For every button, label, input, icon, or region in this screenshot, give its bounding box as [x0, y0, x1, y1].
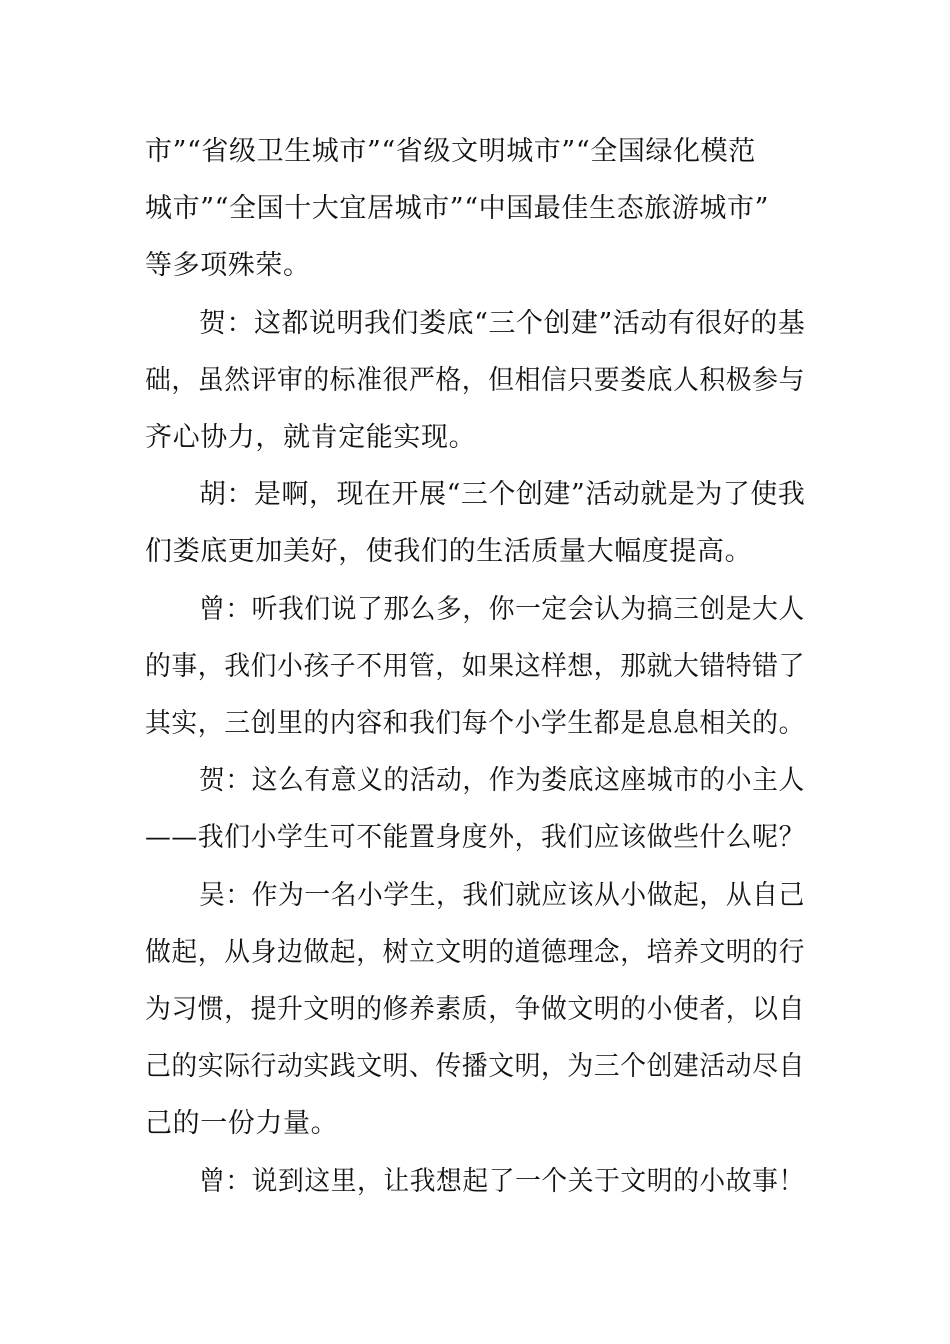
line-text: 其实，三创里的内容和我们每个小学生都是息息相关的。	[145, 708, 805, 739]
text-line	[0, 361, 950, 401]
text-line	[0, 189, 950, 229]
line-text: 做起，从身边做起，树立文明的道德理念，培养文明的行	[145, 937, 805, 968]
line-text: 胡：是啊，现在开展“三个创建”活动就是为了使我	[199, 479, 806, 510]
text-line	[0, 647, 950, 687]
text-line	[0, 990, 950, 1030]
line-text: 曾：说到这里，让我想起了一个关于文明的小故事！	[199, 1166, 805, 1197]
text-line	[0, 933, 950, 973]
text-line	[0, 704, 950, 744]
paragraph-start	[0, 475, 950, 515]
text-line	[0, 818, 950, 858]
paragraph-start	[0, 876, 950, 916]
paragraph-start	[0, 590, 950, 630]
paragraph-start	[0, 1162, 950, 1202]
line-text: 己的一份力量。	[145, 1108, 339, 1139]
text-line	[0, 532, 950, 572]
line-text: 市”“省级卫生城市”“省级文明城市”“全国绿化模范	[145, 136, 756, 167]
line-text: 齐心协力，就肯定能实现。	[145, 422, 477, 453]
text-line	[0, 418, 950, 458]
line-text: 们娄底更加美好，使我们的生活质量大幅度提高。	[145, 536, 753, 567]
line-text: 曾：听我们说了那么多，你一定会认为搞三创是大人	[199, 594, 805, 625]
text-line	[0, 1104, 950, 1144]
paragraph-start	[0, 761, 950, 801]
line-text: 己的实际行动实践文明、传播文明，为三个创建活动尽自	[145, 1051, 805, 1082]
line-text: 城市”“全国十大宜居城市”“中国最佳生态旅游城市”	[145, 193, 770, 224]
line-text: 为习惯，提升文明的修养素质，争做文明的小使者，以自	[145, 994, 805, 1025]
paragraph-start	[0, 304, 950, 344]
text-line	[0, 132, 950, 172]
line-text: 等多项殊荣。	[145, 250, 311, 281]
line-text: 础，虽然评审的标准很严格，但相信只要娄底人积极参与	[145, 365, 805, 396]
line-text: 吴：作为一名小学生，我们就应该从小做起，从自己	[199, 880, 805, 911]
line-text: ——我们小学生可不能置身度外，我们应该做些什么呢？	[145, 822, 805, 853]
line-text: 贺：这么有意义的活动，作为娄底这座城市的小主人	[199, 765, 805, 796]
text-line	[0, 1047, 950, 1087]
text-line	[0, 246, 950, 286]
line-text: 贺：这都说明我们娄底“三个创建”活动有很好的基	[199, 308, 806, 339]
line-text: 的事，我们小孩子不用管，如果这样想，那就大错特错了	[145, 651, 805, 682]
